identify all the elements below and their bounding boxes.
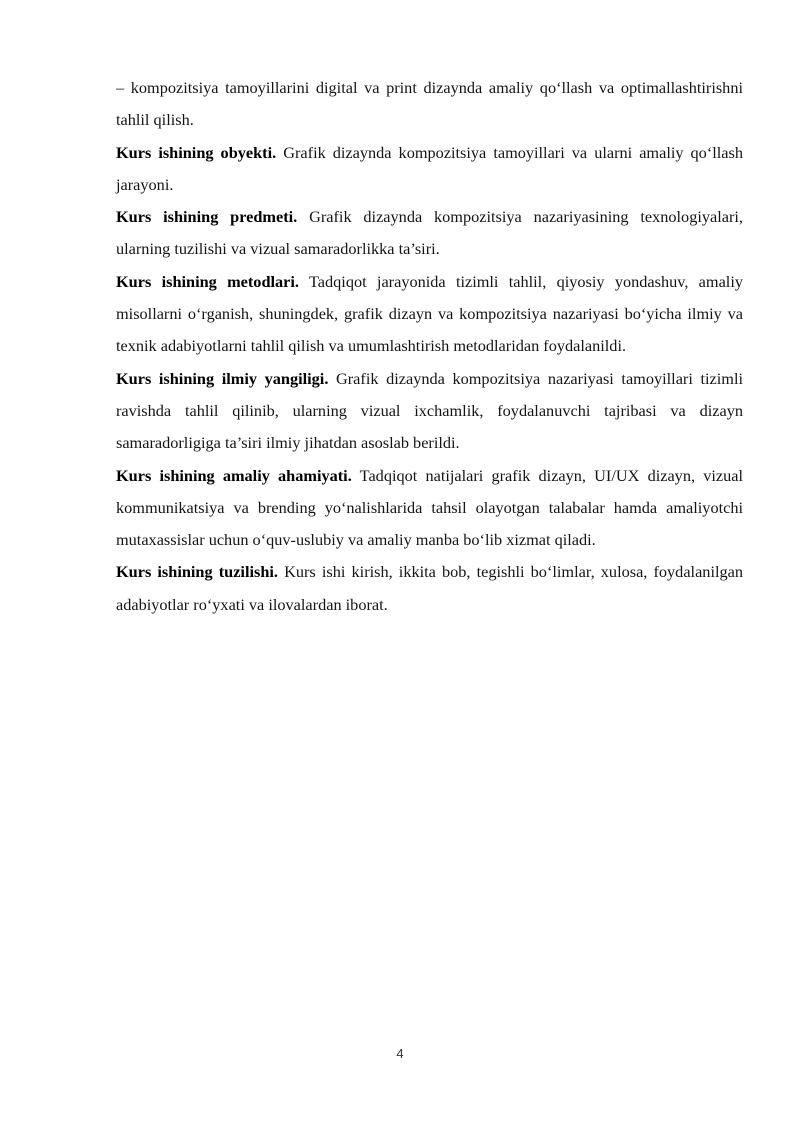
section-text: Grafik dizaynda kompozitsiya nazariyasi tamoyillari tizimli ravishda tahlil qilinib, ularning vizual ixchamlik, foydalanuvchi tajribasi va dizayn samaradorligiga ta’siri ilmiy jihatdan asoslab berildi. [116,368,743,453]
section-heading: Kurs ishining predmeti. [116,207,298,227]
section-text: Tadqiqot natijalari grafik dizayn, UI/UX dizayn, vizual kommunikatsiya va brending yo‘nalishlarida tahsil olayotgan talabalar hamda amaliyotchi mutaxassislar uchun o‘quv-uslubiy va amaliy manba bo‘lib xizmat qiladi. [116,465,743,550]
section-heading: Kurs ishining tuzilishi. [116,562,278,582]
document-page [116,72,743,621]
section-ilmiy-yangiligi [116,363,743,460]
section-metodlari [116,266,743,363]
section-predmeti [116,201,743,266]
section-amaliy-ahamiyati [116,460,743,557]
section-heading: Kurs ishining amaliy ahamiyati. [116,465,352,485]
section-obyekti [116,137,743,202]
page-number: 4 [396,1046,404,1061]
section-text: Grafik dizaynda kompozitsiya nazariyasining texnologiyalari, ularning tuzilishi va vizual samaradorlikka ta’siri. [116,207,743,259]
section-text: Grafik dizaynda kompozitsiya tamoyillari va ularni amaliy qo‘llash jarayoni. [116,142,743,194]
section-text: Tadqiqot jarayonida tizimli tahlil, qiyosiy yondashuv, amaliy misollarni o‘rganish, shuningdek, grafik dizayn va kompozitsiya nazariyasi bo‘yicha ilmiy va texnik adabiyotlarni tahlil qilish va umumlashtirish metodlaridan foydalanildi. [116,271,743,356]
section-tuzilishi [116,556,743,621]
section-heading: Kurs ishining metodlari. [116,271,299,291]
section-text: Kurs ishi kirish, ikkita bob, tegishli bo‘limlar, xulosa, foydalanilgan adabiyotlar ro‘yxati va ilovalardan iborat. [116,562,743,614]
intro-paragraph: – kompozitsiya tamoyillarini digital va print dizaynda amaliy qo‘llash va optimallashtirishni tahlil qilish. [116,78,743,130]
section-heading: Kurs ishining ilmiy yangiligi. [116,368,329,388]
section-heading: Kurs ishining obyekti. [116,142,277,162]
